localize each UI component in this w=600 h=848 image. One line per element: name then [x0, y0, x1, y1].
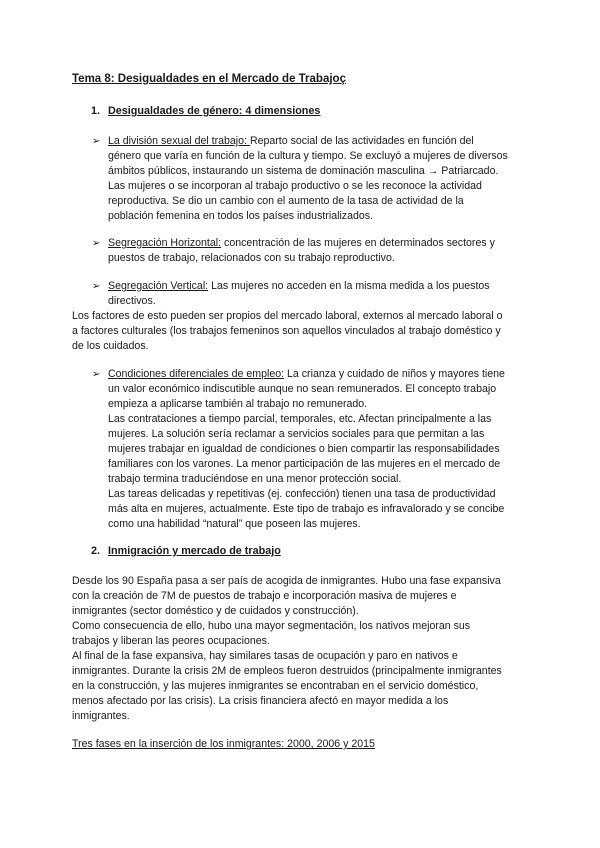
paragraph-inmigracion	[72, 574, 532, 724]
text-line: reproductiva. Se dio un cambio con el aumento de la tasa de actividad de la	[108, 195, 464, 207]
page-title: Tema 8: Desigualdades en el Mercado de Trabajoç	[72, 73, 346, 85]
bullet-lead: Condiciones diferenciales de empleo:	[108, 368, 285, 380]
text-line: Al final de la fase expansiva, hay similares tasas de ocupación y paro en nativos e	[72, 650, 458, 662]
text-line: puestos de trabajo, relacionados con su trabajo reproductivo.	[108, 252, 395, 264]
bullet-segregacion-horizontal	[92, 236, 532, 266]
text-line: a factores culturales (los trabajos femeninos son aquellos vinculados al trabajo doméstico y	[72, 325, 501, 337]
text-line: concentración de las mujeres en determinados sectores y	[221, 237, 495, 249]
arrow-bullet-icon: ➢	[92, 238, 101, 249]
section-number: 1.	[91, 105, 101, 117]
text-line: inmigrantes (sector doméstico y de cuidados y construcción).	[72, 605, 359, 617]
bullet-lead: La división sexual del trabajo:	[108, 135, 250, 147]
arrow-bullet-icon: ➢	[92, 369, 101, 380]
text-line: inmigrantes.	[72, 710, 130, 722]
text-line: inmigrantes. Durante la crisis 2M de empleos fueron destruidos (principalmente inmigrantes	[72, 665, 502, 677]
section-title: Inmigración y mercado de trabajo	[108, 545, 281, 557]
bullet-condiciones-empleo	[92, 367, 532, 532]
text-line: Como consecuencia de ello, hubo una mayor segmentación, los nativos mejoran sus	[72, 620, 471, 632]
text-line: mujeres trabajar en igualdad de condiciones o bien compartir las responsabilidades	[108, 443, 500, 455]
text-line: familiares con los varones. La menor participación de las mujeres en el mercado de	[108, 458, 501, 470]
text-line: con la creación de 7M de puestos de trabajo e incorporación masiva de mujeres e	[72, 590, 457, 602]
text-line: de los cuidados.	[72, 340, 149, 352]
bullet-lead: Segregación Vertical:	[108, 280, 209, 292]
text-line: en la construcción, y las mujeres inmigrantes se encontraban en el servicio doméstico,	[72, 680, 479, 692]
text-line: ámbitos públicos, instaurando un sistema de dominación masculina → Patriarcado.	[108, 165, 499, 177]
text-line: mujeres. La solución sería reclamar a servicios sociales para que permitan a las	[108, 428, 485, 440]
text-line: Las mujeres o se incorporan al trabajo productivo o se les reconoce la actividad	[108, 180, 482, 192]
text-line: La crianza y cuidado de niños y mayores tiene	[284, 368, 505, 380]
paragraph-factores	[72, 309, 532, 354]
text-line: Las mujeres no acceden en la misma medida a los puestos	[208, 280, 490, 292]
text-line: un valor económico indiscutible aunque no sean remunerados. El concepto trabajo	[108, 383, 497, 395]
text-line: Las contrataciones a tiempo parcial, temporales, etc. Afectan principalmente a las	[108, 413, 492, 425]
bullet-lead: Segregación Horizontal:	[108, 237, 222, 249]
text-line: menos afectado por las crisis). La crisis financiera afectó en mayor medida a los	[72, 695, 449, 707]
subheading-tres-fases: Tres fases en la inserción de los inmigrantes: 2000, 2006 y 2015	[72, 738, 375, 750]
section-heading-2	[91, 544, 281, 559]
arrow-bullet-icon: ➢	[92, 281, 101, 292]
text-line: Reparto social de las actividades en función del	[249, 135, 474, 147]
text-line: Los factores de esto pueden ser propios del mercado laboral, externos al mercado laboral o	[72, 310, 503, 322]
text-line: género que varía en función de la cultura y tiempo. Se excluyó a mujeres de diversos	[108, 150, 508, 162]
text-line: Desde los 90 España pasa a ser país de acogida de inmigrantes. Hubo una fase expansiva	[72, 575, 501, 587]
bullet-division-sexual	[92, 134, 532, 224]
section-heading-1	[91, 104, 320, 119]
text-line: empieza a aplicarse también al trabajo no remunerado.	[108, 398, 368, 410]
text-line: como una habilidad “natural” que poseen las mujeres.	[108, 518, 361, 530]
arrow-bullet-icon: ➢	[92, 136, 101, 147]
text-line: Las tareas delicadas y repetitivas (ej. confección) tienen una tasa de productividad	[108, 488, 496, 500]
section-title: Desigualdades de género: 4 dimensiones	[108, 105, 321, 117]
text-line: más alta en mujeres, actualmente. Este tipo de trabajo es infravalorado y se concibe	[108, 503, 505, 515]
text-line: directivos.	[108, 295, 156, 307]
bullet-segregacion-vertical	[92, 279, 532, 309]
section-number: 2.	[91, 545, 101, 557]
text-line: trabajos y liberan las peores ocupaciones.	[72, 635, 270, 647]
text-line: población femenina en todos los países industrializados.	[108, 210, 374, 222]
text-line: trabajo termina traduciéndose en una menor protección social.	[108, 473, 402, 485]
